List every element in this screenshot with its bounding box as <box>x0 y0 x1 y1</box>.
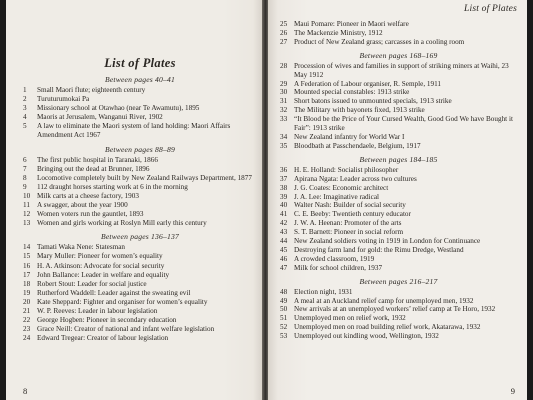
left-plate-list <box>23 75 257 343</box>
plate-number: 14 <box>23 243 31 252</box>
plate-number: 2 <box>23 95 27 104</box>
plate-number: 18 <box>23 279 31 288</box>
plate-entry <box>280 228 517 237</box>
plate-entry <box>23 122 257 140</box>
plate-number: 46 <box>280 254 288 263</box>
plate-entry <box>280 210 517 219</box>
plate-number: 28 <box>280 61 288 70</box>
plate-caption: Procession of wives and families in support of striking miners at Waihi, 23 May 1912 <box>294 61 509 79</box>
plate-number: 31 <box>280 97 288 106</box>
plate-number: 50 <box>280 305 288 314</box>
plate-number: 43 <box>280 228 288 237</box>
left-page-number: 8 <box>23 386 28 396</box>
plate-caption: H. A. Atkinson: Advocate for social security <box>37 261 165 270</box>
plate-caption: George Hogben: Pioneer in secondary education <box>37 316 177 325</box>
plate-caption: A law to eliminate the Maori system of land holding: Maori Affairs Amendment Act 1967 <box>37 122 231 140</box>
section-heading: Between pages 184–185 <box>359 154 438 164</box>
plate-number: 6 <box>23 155 27 164</box>
plate-number: 17 <box>23 270 31 279</box>
plate-entry <box>280 219 517 228</box>
plate-entry <box>280 305 517 314</box>
plate-number: 33 <box>280 115 288 124</box>
plate-number: 8 <box>23 173 27 182</box>
plate-entry <box>280 133 517 142</box>
plate-number: 38 <box>280 183 288 192</box>
plate-caption: John Ballance: Leader in welfare and equality <box>37 270 170 279</box>
plate-caption: Election night, 1931 <box>294 287 353 296</box>
plate-entry <box>23 183 257 192</box>
section-heading: Between pages 168–169 <box>359 50 438 60</box>
plate-caption: Destroying farm land for gold: the Rimu Dredge, Westland <box>294 245 464 254</box>
plate-entry <box>280 142 517 151</box>
running-head: List of Plates <box>464 4 517 14</box>
plate-entry <box>280 106 517 115</box>
plate-number: 16 <box>23 261 31 270</box>
plate-caption: Women voters run the gauntlet, 1893 <box>37 210 144 219</box>
plate-number: 9 <box>23 182 27 191</box>
plate-number: 42 <box>280 219 288 228</box>
plate-entry <box>23 219 257 228</box>
plate-caption: J. W. A. Heenan: Promoter of the arts <box>294 219 402 228</box>
plate-caption: J. G. Coates: Economic architect <box>294 183 389 192</box>
plate-caption: New Zealand infantry for World War I <box>294 132 405 141</box>
plate-entry <box>23 86 257 95</box>
plate-entry <box>280 20 517 29</box>
plate-caption: A crowded classroom, 1919 <box>294 254 375 263</box>
plate-number: 4 <box>23 113 27 122</box>
section-heading: Between pages 40–41 <box>104 75 176 84</box>
plate-number: 29 <box>280 79 288 88</box>
plate-number: 3 <box>23 104 27 113</box>
plate-entry <box>23 95 257 104</box>
plate-entry <box>280 115 517 133</box>
right-page <box>268 0 527 400</box>
plate-entry <box>23 262 257 271</box>
plate-number: 39 <box>280 192 288 201</box>
plate-number: 51 <box>280 314 288 323</box>
right-intro-list <box>280 20 517 47</box>
plate-entry <box>280 166 517 175</box>
plate-caption: A Federation of Labour organiser, R. Semple, 1911 <box>294 79 442 88</box>
plate-caption: Rutherford Waddell: Leader against the sweating evil <box>37 288 191 297</box>
plate-number: 44 <box>280 237 288 246</box>
plate-number: 7 <box>23 164 27 173</box>
plate-number: 11 <box>23 201 30 210</box>
plate-caption: Milk carts at a cheese factory, 1903 <box>37 191 139 200</box>
plate-entry <box>280 255 517 264</box>
plate-number: 27 <box>280 37 288 46</box>
plate-number: 19 <box>23 288 31 297</box>
plate-number: 37 <box>280 174 288 183</box>
plate-number: 26 <box>280 28 288 37</box>
plate-caption: S. T. Barnett: Pioneer in social reform <box>294 228 404 237</box>
plate-entry <box>280 297 517 306</box>
plate-caption: “It Blood be the Price of Your Cursed Wealth, Good God We have Bought it Fair”: 1913 strike <box>294 115 513 133</box>
plate-entry <box>23 201 257 210</box>
plate-caption: Bringing out the dead at Brunner, 1896 <box>37 164 150 173</box>
plate-caption: A meal at an Auckland relief camp for unemployed men, 1932 <box>294 296 474 305</box>
plate-number: 48 <box>280 287 288 296</box>
plate-entry <box>23 280 257 289</box>
section-heading: Between pages 136–137 <box>100 232 179 242</box>
plate-number: 22 <box>23 316 31 325</box>
plate-caption: Unemployed out kindling wood, Wellington, 1932 <box>294 332 439 341</box>
plate-caption: The Mackenzie Ministry, 1912 <box>294 28 383 37</box>
plate-number: 23 <box>23 325 31 334</box>
plate-caption: 112 draught horses starting work at 6 in the morning <box>37 182 188 191</box>
plate-entry <box>280 314 517 323</box>
plate-caption: Missionary school at Otawhao (near Te Awamutu), 1895 <box>37 104 200 113</box>
plate-number: 20 <box>23 297 31 306</box>
plate-entry <box>280 237 517 246</box>
plate-number: 30 <box>280 88 288 97</box>
plate-number: 32 <box>280 106 288 115</box>
plate-number: 12 <box>23 210 31 219</box>
plate-caption: J. A. Lee: Imaginative radical <box>294 192 380 201</box>
plate-entry <box>280 38 517 47</box>
plate-number: 41 <box>280 210 288 219</box>
plate-caption: C. E. Beeby: Twentieth century educator <box>294 210 411 219</box>
plate-number: 45 <box>280 245 288 254</box>
plate-caption: Turuturumokai Pa <box>37 95 90 104</box>
plate-entry <box>280 62 517 80</box>
plate-caption: Tamati Waka Nene: Statesman <box>37 243 125 252</box>
plate-caption: Robert Stout: Leader for social justice <box>37 279 147 288</box>
plate-entry <box>23 307 257 316</box>
plate-caption: Locomotive completely built by New Zealand Railways Department, 1877 <box>37 173 252 182</box>
plate-caption: Short batons issued to unmounted specials, 1913 strike <box>294 97 452 106</box>
plate-caption: Apirana Ngata: Leader across two cultures <box>294 174 417 183</box>
section-heading: Between pages 216–217 <box>359 276 438 286</box>
plate-caption: New arrivals at an unemployed workers’ relief camp at Te Horo, 1932 <box>294 305 496 314</box>
plate-entry <box>23 289 257 298</box>
plate-number: 13 <box>23 219 31 228</box>
plate-entry <box>23 298 257 307</box>
plate-number: 1 <box>23 86 27 94</box>
plate-entry <box>280 201 517 210</box>
plate-caption: Maui Pomare: Pioneer in Maori welfare <box>294 20 409 28</box>
plate-number: 25 <box>280 20 288 28</box>
plate-caption: Mary Muller: Pioneer for women’s equality <box>37 252 163 261</box>
plate-number: 5 <box>23 122 27 131</box>
page-title: List of Plates <box>104 56 176 70</box>
plate-caption: Mounted special constables: 1913 strike <box>294 88 410 97</box>
plate-caption: The Military with bayonets fixed, 1913 strike <box>294 106 425 115</box>
right-page-number: 9 <box>510 386 515 396</box>
plate-entry <box>280 29 517 38</box>
plate-number: 53 <box>280 332 288 341</box>
plate-caption: Women and girls working at Roslyn Mill early this century <box>37 219 207 228</box>
plate-caption: New Zealand soldiers voting in 1919 in London for Continuance <box>294 237 481 246</box>
plate-entry <box>280 288 517 297</box>
plate-caption: A swagger, about the year 1900 <box>37 201 128 210</box>
plate-caption: The first public hospital in Taranaki, 1866 <box>37 155 158 164</box>
left-page <box>6 0 263 400</box>
plate-caption: W. P. Reeves: Leader in labour legislation <box>37 306 158 315</box>
plate-number: 35 <box>280 141 288 150</box>
plate-entry <box>23 316 257 325</box>
plate-entry <box>23 243 257 252</box>
plate-entry <box>23 165 257 174</box>
plate-entry <box>23 192 257 201</box>
plate-entry <box>280 246 517 255</box>
section-heading: Between pages 88–89 <box>104 144 176 154</box>
plate-entry <box>280 193 517 202</box>
plate-entry <box>23 113 257 122</box>
plate-caption: Product of New Zealand grass; carcasses in a cooling room <box>294 37 465 46</box>
plate-entry <box>280 184 517 193</box>
plate-number: 52 <box>280 323 288 332</box>
plate-number: 40 <box>280 201 288 210</box>
plate-number: 15 <box>23 252 31 261</box>
plate-entry <box>280 80 517 89</box>
plate-number: 36 <box>280 165 288 174</box>
plate-entry <box>280 175 517 184</box>
plate-number: 34 <box>280 132 288 141</box>
plate-entry <box>280 97 517 106</box>
plate-caption: Maoris at Jerusalem, Wanganui River, 1902 <box>37 113 163 122</box>
plate-caption: Bloodbath at Passchendaele, Belgium, 1917 <box>294 141 421 150</box>
plate-entry <box>280 88 517 97</box>
plate-caption: Unemployed men on road building relief work, Akatarawa, 1932 <box>294 323 481 332</box>
plate-caption: Edward Tregear: Creator of labour legislation <box>37 334 169 343</box>
plate-caption: Unemployed men on relief work, 1932 <box>294 314 406 323</box>
plate-entry <box>23 252 257 261</box>
plate-number: 21 <box>23 306 31 315</box>
plate-entry <box>280 264 517 273</box>
plate-entry <box>23 174 257 183</box>
plate-number: 47 <box>280 263 288 272</box>
plate-number: 24 <box>23 334 31 343</box>
plate-number: 49 <box>280 296 288 305</box>
plate-caption: H. E. Holland: Socialist philosopher <box>294 165 399 174</box>
plate-entry <box>23 156 257 165</box>
plate-caption: Grace Neill: Creator of national and infant welfare legislation <box>37 325 215 334</box>
plate-entry <box>23 271 257 280</box>
plate-caption: Milk for school children, 1937 <box>294 263 383 272</box>
plate-entry <box>23 334 257 343</box>
plate-caption: Kate Sheppard: Fighter and organiser for women’s equality <box>37 297 208 306</box>
plate-number: 10 <box>23 191 31 200</box>
plate-entry <box>23 210 257 219</box>
plate-entry <box>280 332 517 341</box>
plate-entry <box>280 323 517 332</box>
plate-caption: Walter Nash: Builder of social security <box>294 201 406 210</box>
right-plate-list <box>280 51 517 341</box>
plate-entry <box>23 325 257 334</box>
plate-caption: Small Maori flute; eighteenth century <box>37 86 146 94</box>
plate-entry <box>23 104 257 113</box>
